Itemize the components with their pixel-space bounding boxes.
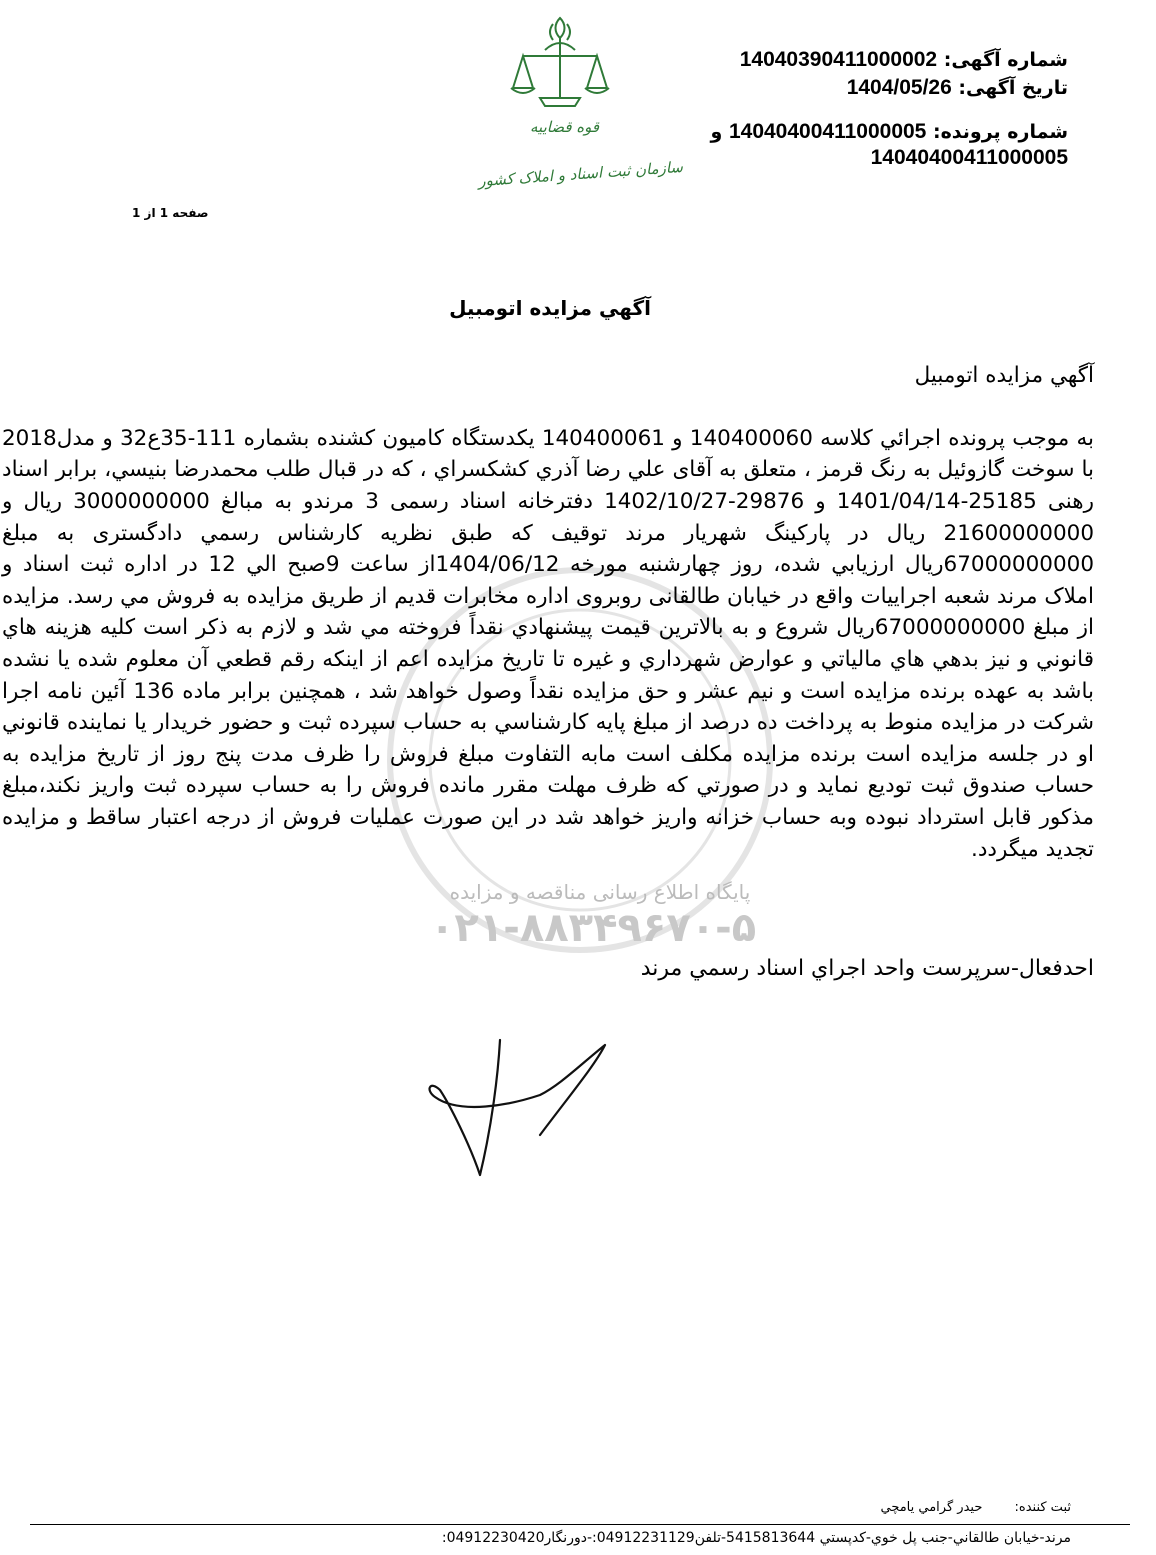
- ad-number-row: [740, 48, 1068, 72]
- case-number-join: و: [710, 121, 723, 143]
- judiciary-emblem-icon: [505, 10, 615, 120]
- case-number-row-2: [871, 146, 1068, 170]
- case-number-1: 14040400411000005: [728, 120, 927, 143]
- case-number-2: 14040400411000005: [870, 146, 1068, 169]
- ad-number: 14040390411000002: [739, 48, 938, 71]
- notice-body: [2, 328, 1094, 897]
- body-paragraph: به موجب پرونده اجرائي كلاسه 140400060 و 140400061 يكدستگاه كاميون كشنده بشماره 111-35ع32 و مدل2018 با سوخت گازوئيل به رنگ قرمز ، متعلق به آقای علي رضا آذري كشكسراي ، كه در قبال طلب محمدرضا بنيسي، برابر اسناد رهنی 25185-1401/04/14 و 29876-1402/10/27 دفترخانه اسناد رسمی 3 مرندو به مبالغ 3000000000 ريال و 21600000000 ريال در پاركينگ شهريار مرند توقيف كه طبق نظريه كارشناس رسمي دادگستری به مبلغ 67000000000ريال ارزيابي شده، روز چهارشنبه مورخه 1404/06/12از ساعت 9صبح الي 12 در اداره ثبت اسناد و املاک مرند شعبه اجراييات واقع در خيابان طالقانی روبروی اداره مخابرات قديم از طريق مزايده به فروش مي رسد. مزايده از مبلغ 67000000000ريال شروع و به بالاترين قيمت پيشنهادي نقداً فروخته مي شد و لازم به ذكر است كليه هزينه هاي قانوني و نيز بدهي هاي مالياتي و عوارض شهرداري و غيره تا تاريخ مزايده اعم از اينكه رقم قطعي آن معلوم شده يا نشده باشد به عهده برنده مزايده است و نيم عشر و حق مزايده نقداً وصول خواهد شد ، همچنين برابر ماده 136 آئين نامه اجرا شركت در مزايده منوط به پرداخت ده درصد از مبلغ پايه كارشناسي به حساب سپرده ثبت و حضور خريدار يا نماينده قانوني او در جلسه مزايده است برنده مزايده مكلف است مابه التفاوت مبلغ فروش را ظرف مدت پنج روز از تاريخ مزايده به حساب صندوق ثبت توديع نمايد و در صورتي كه ظرف مهلت مقرر مانده فروش را به حساب سپرده ثبت واريز نكند،مبلغ مذكور قابل استرداد نبوده وبه حساب خزانه واريز خواهد شد در اين صورت عمليات فروش از درجه اعتبار ساقط و مزايده تجديد ميگردد.: [2, 425, 1094, 862]
- signatory: احدفعال-سرپرست واحد اجراي اسناد رسمي مرند: [640, 956, 1094, 981]
- emblem-caption-2: سازمان ثبت اسناد و املاک کشور: [477, 157, 684, 191]
- signature-icon: [420, 1035, 630, 1185]
- ad-date: 1404/05/26: [846, 76, 952, 99]
- ad-date-row: [847, 76, 1068, 100]
- footer-address: مرند-خيابان طالقاني-جنب پل خوي-كدپستي 5415813644-تلفن04912231129:-دورنگار04912230420:: [441, 1530, 1071, 1546]
- case-number-label: شماره پرونده:: [932, 121, 1068, 143]
- registrar-row: [880, 1500, 1071, 1515]
- ad-date-label: تاریخ آگهی:: [958, 77, 1068, 99]
- registrar-name: حيدر گرامي يامچي: [880, 1500, 983, 1515]
- case-number-row: [711, 120, 1068, 144]
- watermark-text: پایگاه اطلاع رسانی مناقصه و مزایده: [449, 880, 751, 904]
- ad-number-label: شماره آگهی:: [943, 49, 1068, 71]
- registrar-label: ثبت كننده:: [1014, 1500, 1071, 1515]
- page-indicator: صفحه 1 از 1: [132, 206, 209, 220]
- emblem-caption-1: قوه قضاییه: [530, 118, 600, 136]
- footer-divider: [30, 1524, 1130, 1525]
- watermark-phone: ۰۲۱-۸۸۳۴۹۶۷۰-۵: [430, 905, 757, 951]
- page-title: آگهي مزايده اتومبيل: [449, 296, 651, 320]
- body-subtitle: آگهي مزايده اتومبيل: [914, 362, 1094, 388]
